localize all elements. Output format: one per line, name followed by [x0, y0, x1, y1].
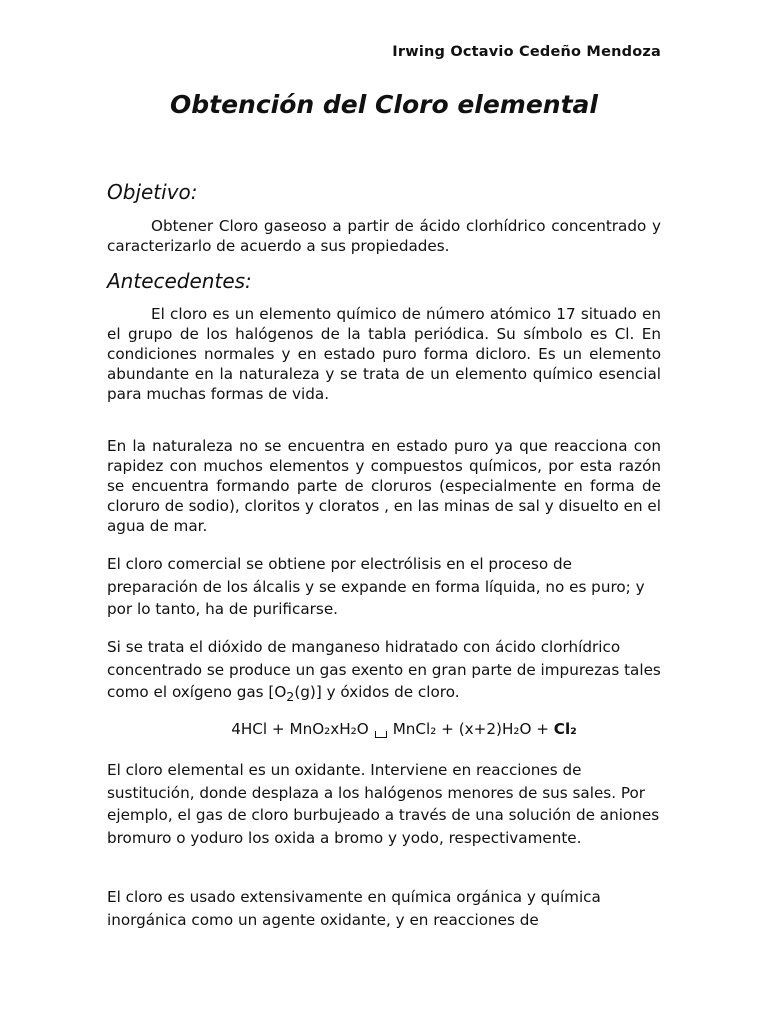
equation-reactants: 4HCl + MnO₂xH₂O — [231, 720, 369, 738]
oxide-text-before: Si se trata el dióxido de manganeso hidratado con ácido clorhídrico concentrado se produce un gas exento en gran parte de impurezas tales como el oxígeno gas [O — [107, 638, 661, 701]
antecedentes-paragraph-1: El cloro es un elemento químico de número atómico 17 situado en el grupo de los halógenos de la tabla periódica. Su símbolo es Cl. En condiciones normales y en estado puro forma dicloro. Es un elemento abundante en la naturaleza y se trata de un elemento químico esencial para muchas formas de vida. — [107, 305, 661, 403]
reaction-arrow-icon — [375, 731, 387, 738]
heading-objetivo-colon: : — [190, 180, 198, 204]
antecedentes-paragraph-3: El cloro comercial se obtiene por electrólisis en el proceso de preparación de los álcalis y se expande en forma líquida, no es puro; y por lo tanto, ha de purificarse. — [107, 555, 645, 618]
heading-antecedentes — [107, 269, 252, 293]
objetivo-text: Obtener Cloro gaseoso a partir de ácido clorhídrico concentrado y caracterizarlo de acuerdo a sus propiedades. — [107, 217, 661, 255]
chemical-equation — [0, 720, 768, 738]
heading-antecedentes-text: Antecedentes — [107, 269, 246, 293]
antecedentes-paragraph-6: El cloro es usado extensivamente en química orgánica y química inorgánica como un agente oxidante, y en reacciones de — [107, 888, 601, 929]
oxide-text-after: (g)] y óxidos de cloro. — [294, 683, 460, 701]
antecedentes-paragraph-5: El cloro elemental es un oxidante. Interviene en reacciones de sustitución, donde desplaza a los halógenos menores de sus sales. Por ejemplo, el gas de cloro burbujeado a través de una solución de aniones bromuro o yoduro los oxida a bromo y yodo, respectivamente. — [107, 761, 660, 847]
equation-products: MnCl₂ + (x+2)H₂O + — [392, 720, 554, 738]
equation-chlorine-product: Cl₂ — [553, 720, 577, 738]
heading-objetivo — [107, 180, 198, 204]
document-title: Obtención del Cloro elemental — [169, 90, 598, 119]
antecedentes-paragraph-2: En la naturaleza no se encuentra en estado puro ya que reacciona con rapidez con muchos elementos y compuestos químicos, por esta razón se encuentra formando parte de cloruros (especialmente en forma de cloruro de sodio), cloritos y cloratos , en las minas de sal y disuelto en el agua de mar. — [107, 437, 661, 535]
heading-objetivo-text: Objetivo — [107, 180, 191, 204]
heading-antecedentes-colon: : — [245, 269, 252, 293]
antecedentes-paragraph-4 — [107, 636, 661, 709]
author-name: Irwing Octavio Cedeño Mendoza — [392, 44, 661, 60]
oxide-subscript: 2 — [286, 689, 295, 705]
